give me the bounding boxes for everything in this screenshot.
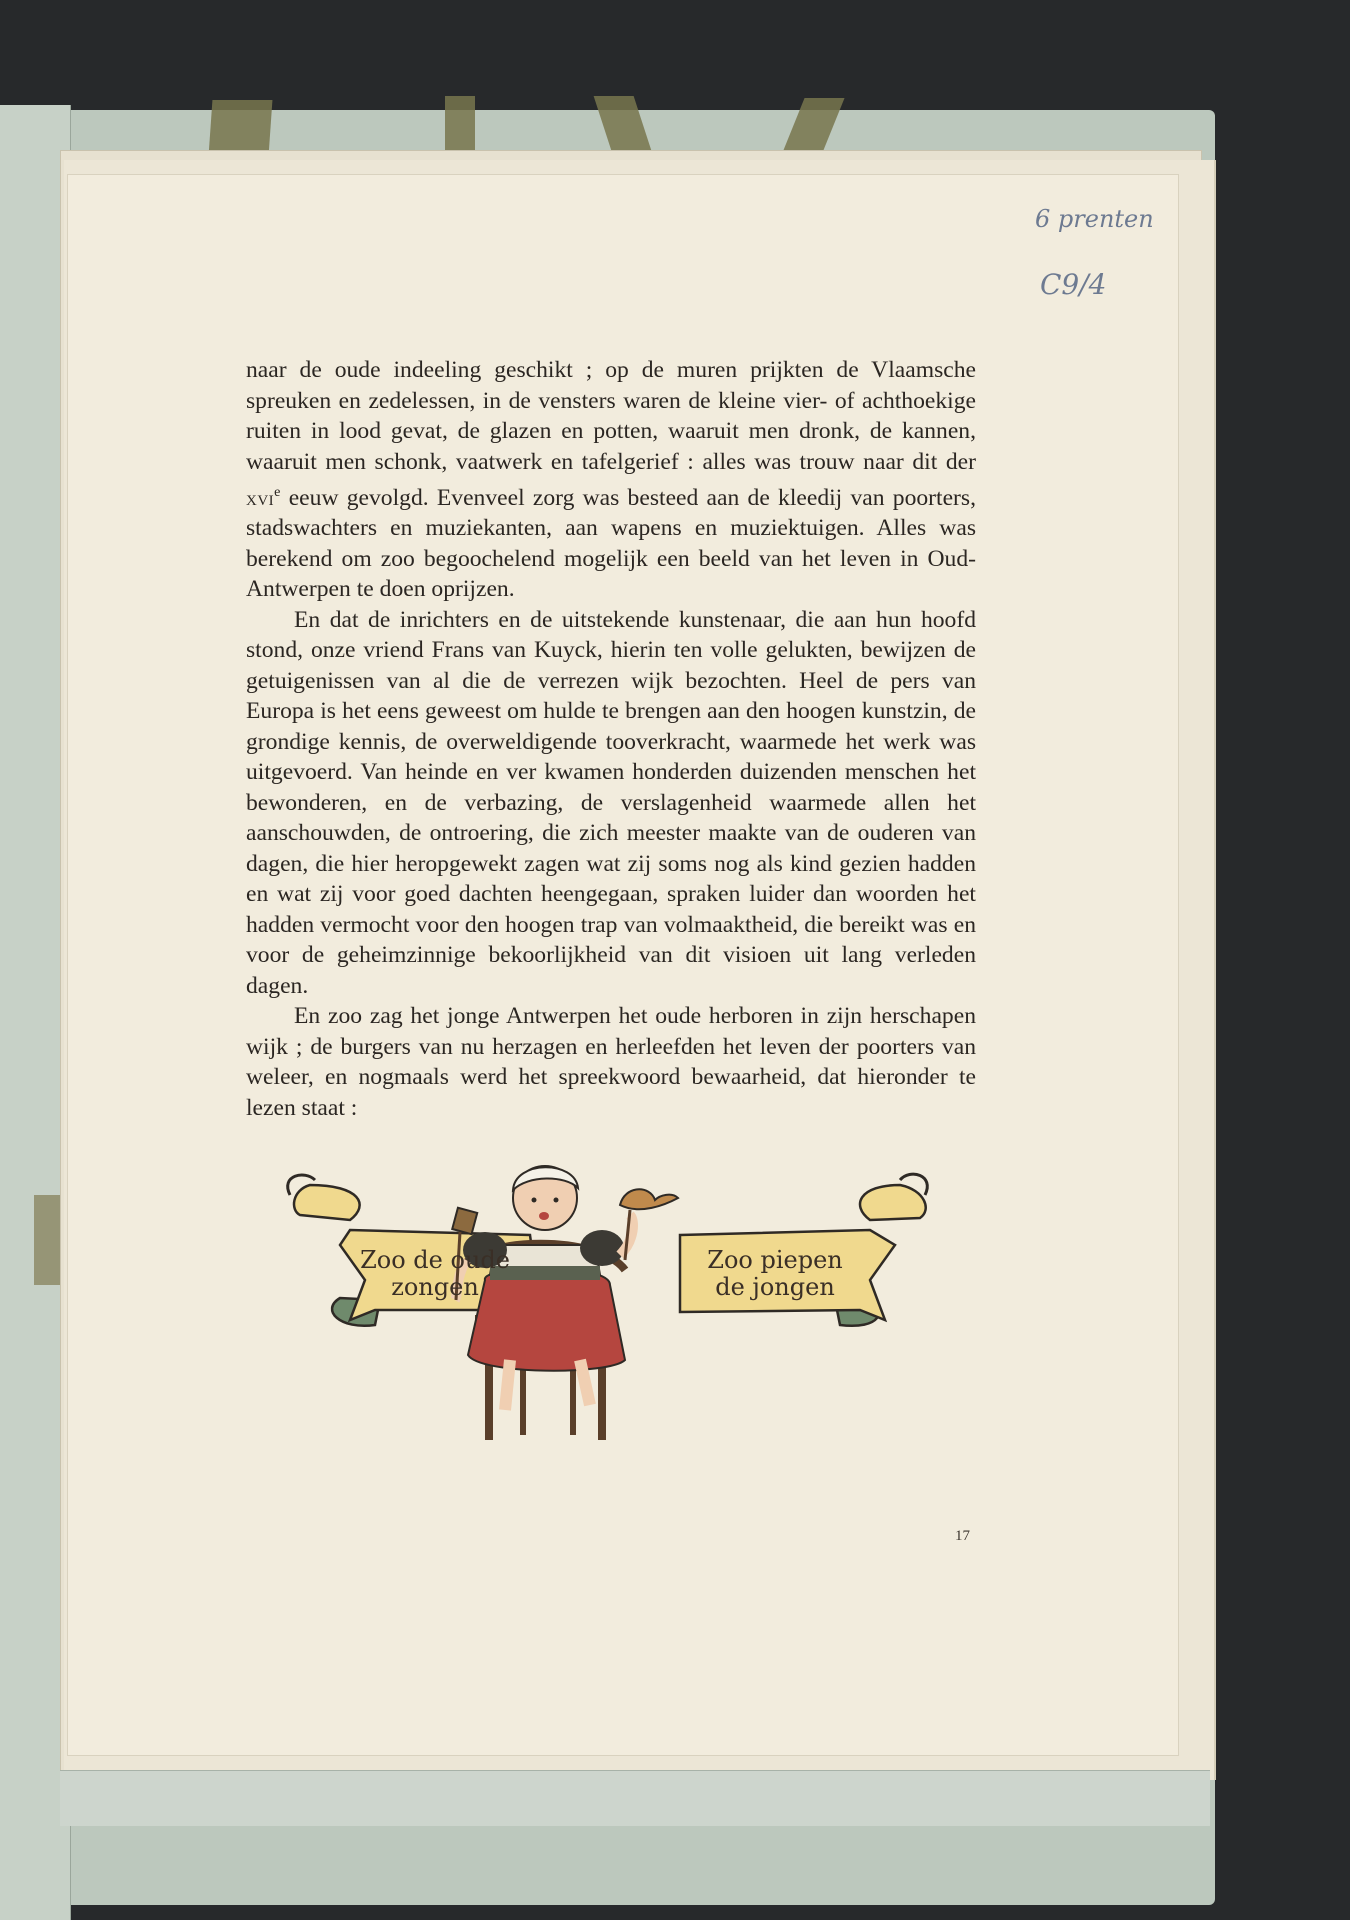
text-run: e xyxy=(274,484,281,500)
banner-right-line2: de jongen xyxy=(715,1273,835,1301)
ribbon-end-right xyxy=(860,1185,926,1220)
text-run: naar de oude indeeling geschikt ; op de muren prijkten de Vlaamsche spreuken en zedelessen, in de vensters waren de kleine vier- of achthoekige ruiten in lood gevat, de glazen en potten, waaruit men dronk, de kannen, waaruit men schonk, vaatwerk en tafelgerief : alles was trouw naar dit der xyxy=(246,357,976,475)
text-run: En dat de inrichters en de uitstekende kunstenaar, die aan hun hoofd stond, onze vriend Frans van Kuyck, hierin ten volle gelukten, bewijzen de getuigenissen van al die de verrezen wijk bezochten. Heel de pers van Europa is het eens geweest om hulde te brengen aan den hoogen kunstzin, de grondige kennis, de overweldigende tooverkracht, waarmede het werk was uitgevoerd. Van heinde en ver kwamen honderden duizenden menschen het bewonderen, en de verbazing, de verslagenheid waarmede allen het aanschouwden, de ontroering, die zich meester maakte van de ouderen van dagen, die hier heropgewekt zagen wat zij soms nog als kind gezien hadden en wat zij voor goed dachten heengegaan, spraken luider dan woorden het hadden vermocht voor den hoogen trap van volmaaktheid, die bereikt was en voor de geheimzinnige bekoorlijkheid van dit visioen uit lang verleden dagen. xyxy=(246,606,976,999)
body-text xyxy=(246,355,976,1123)
ribbon-end-left xyxy=(294,1185,360,1220)
banner-left-line2: zongen xyxy=(391,1273,479,1301)
page-number: 17 xyxy=(955,1528,970,1544)
pencil-annotation: C9/4 xyxy=(1040,268,1107,301)
right-sleeve xyxy=(580,1230,624,1266)
wooden-rattle xyxy=(452,1208,477,1234)
paragraph xyxy=(246,605,976,1002)
text-run: eeuw gevolgd. Evenveel zorg was besteed aan de kleedij van poorters, stadswachters en muziekanten, aan wapens en muziektuigen. Alles was berekend om zoo begoochelend mogelijk een beeld van het leven in Oud-Antwerpen te doen oprijzen. xyxy=(246,484,976,603)
banner-illustration xyxy=(280,1150,940,1480)
left-leg xyxy=(505,1360,510,1410)
toy-bird xyxy=(620,1189,678,1209)
red-skirt xyxy=(468,1268,625,1370)
pencil-annotation: 6 prenten xyxy=(1035,205,1154,233)
text-run: xvi xyxy=(246,485,275,510)
paragraph xyxy=(246,355,976,605)
banner-right-line1: Zoo piepen xyxy=(707,1246,843,1274)
paragraph xyxy=(246,1001,976,1123)
bottom-sheet-edge xyxy=(60,1770,1210,1826)
text-run: En zoo zag het jonge Antwerpen het oude herboren in zijn herschapen wijk ; de burgers van nu herzagen en herleefden het leven der poorters van weleer, en nogmaals werd het spreekwoord bewaarheid, dat hieronder te lezen staat : xyxy=(246,1003,976,1121)
banner-left-line1: Zoo de oude xyxy=(360,1246,510,1274)
